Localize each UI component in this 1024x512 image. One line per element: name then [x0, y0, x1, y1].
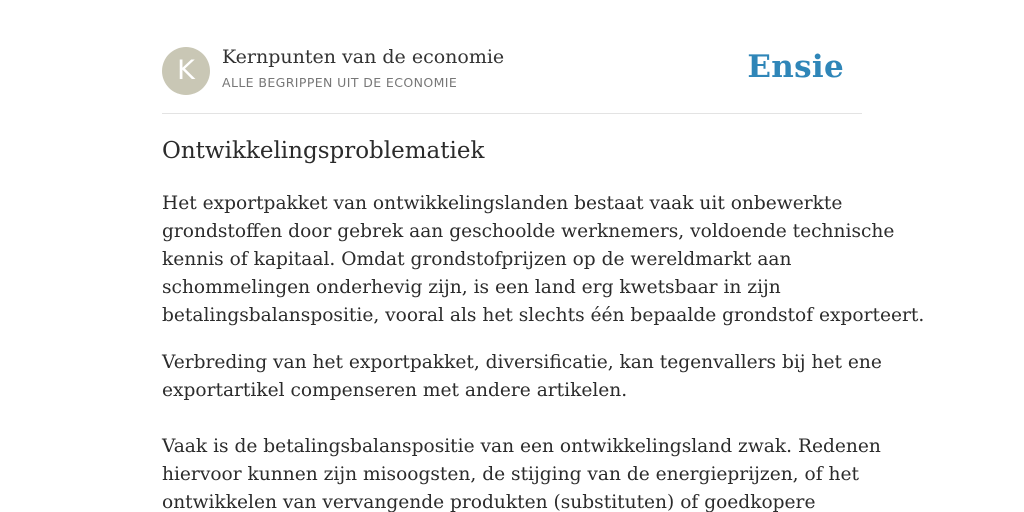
paragraph-line: betalingsbalanspositie, vooral als het slechts één bepaalde grondstof exporteert. — [162, 305, 925, 326]
book-title[interactable]: Kernpunten van de economie — [222, 46, 505, 68]
avatar[interactable]: K — [162, 47, 210, 95]
paragraph-2 — [162, 349, 882, 405]
article-title: Ontwikkelingsproblematiek — [162, 138, 485, 164]
page-content — [162, 0, 925, 512]
header — [162, 0, 862, 114]
paragraph-line: Vaak is de betalingsbalanspositie van een ontwikkelingsland zwak. Redenen — [162, 436, 881, 457]
paragraph-line: schommelingen onderhevig zijn, is een land erg kwetsbaar in zijn — [162, 277, 781, 298]
paragraph-line: hiervoor kunnen zijn misoogsten, de stijging van de energieprijzen, of het — [162, 464, 859, 485]
ensie-logo[interactable]: Ensie — [747, 49, 844, 85]
paragraph-line: Verbreding van het exportpakket, diversificatie, kan tegenvallers bij het ene — [162, 352, 882, 373]
paragraph-1 — [162, 190, 924, 330]
paragraph-3 — [162, 433, 881, 512]
paragraph-line: grondstoffen door gebrek aan geschoolde werknemers, voldoende technische — [162, 221, 895, 242]
paragraph-line: kennis of kapitaal. Omdat grondstofprijzen op de wereldmarkt aan — [162, 249, 792, 270]
paragraph-line: Het exportpakket van ontwikkelingslanden bestaat vaak uit onbewerkte — [162, 193, 843, 214]
paragraph-line: ontwikkelen van vervangende produkten (substituten) of goedkopere — [162, 492, 816, 512]
paragraph-line: exportartikel compenseren met andere artikelen. — [162, 380, 628, 401]
book-subtitle: ALLE BEGRIPPEN UIT DE ECONOMIE — [222, 75, 458, 90]
